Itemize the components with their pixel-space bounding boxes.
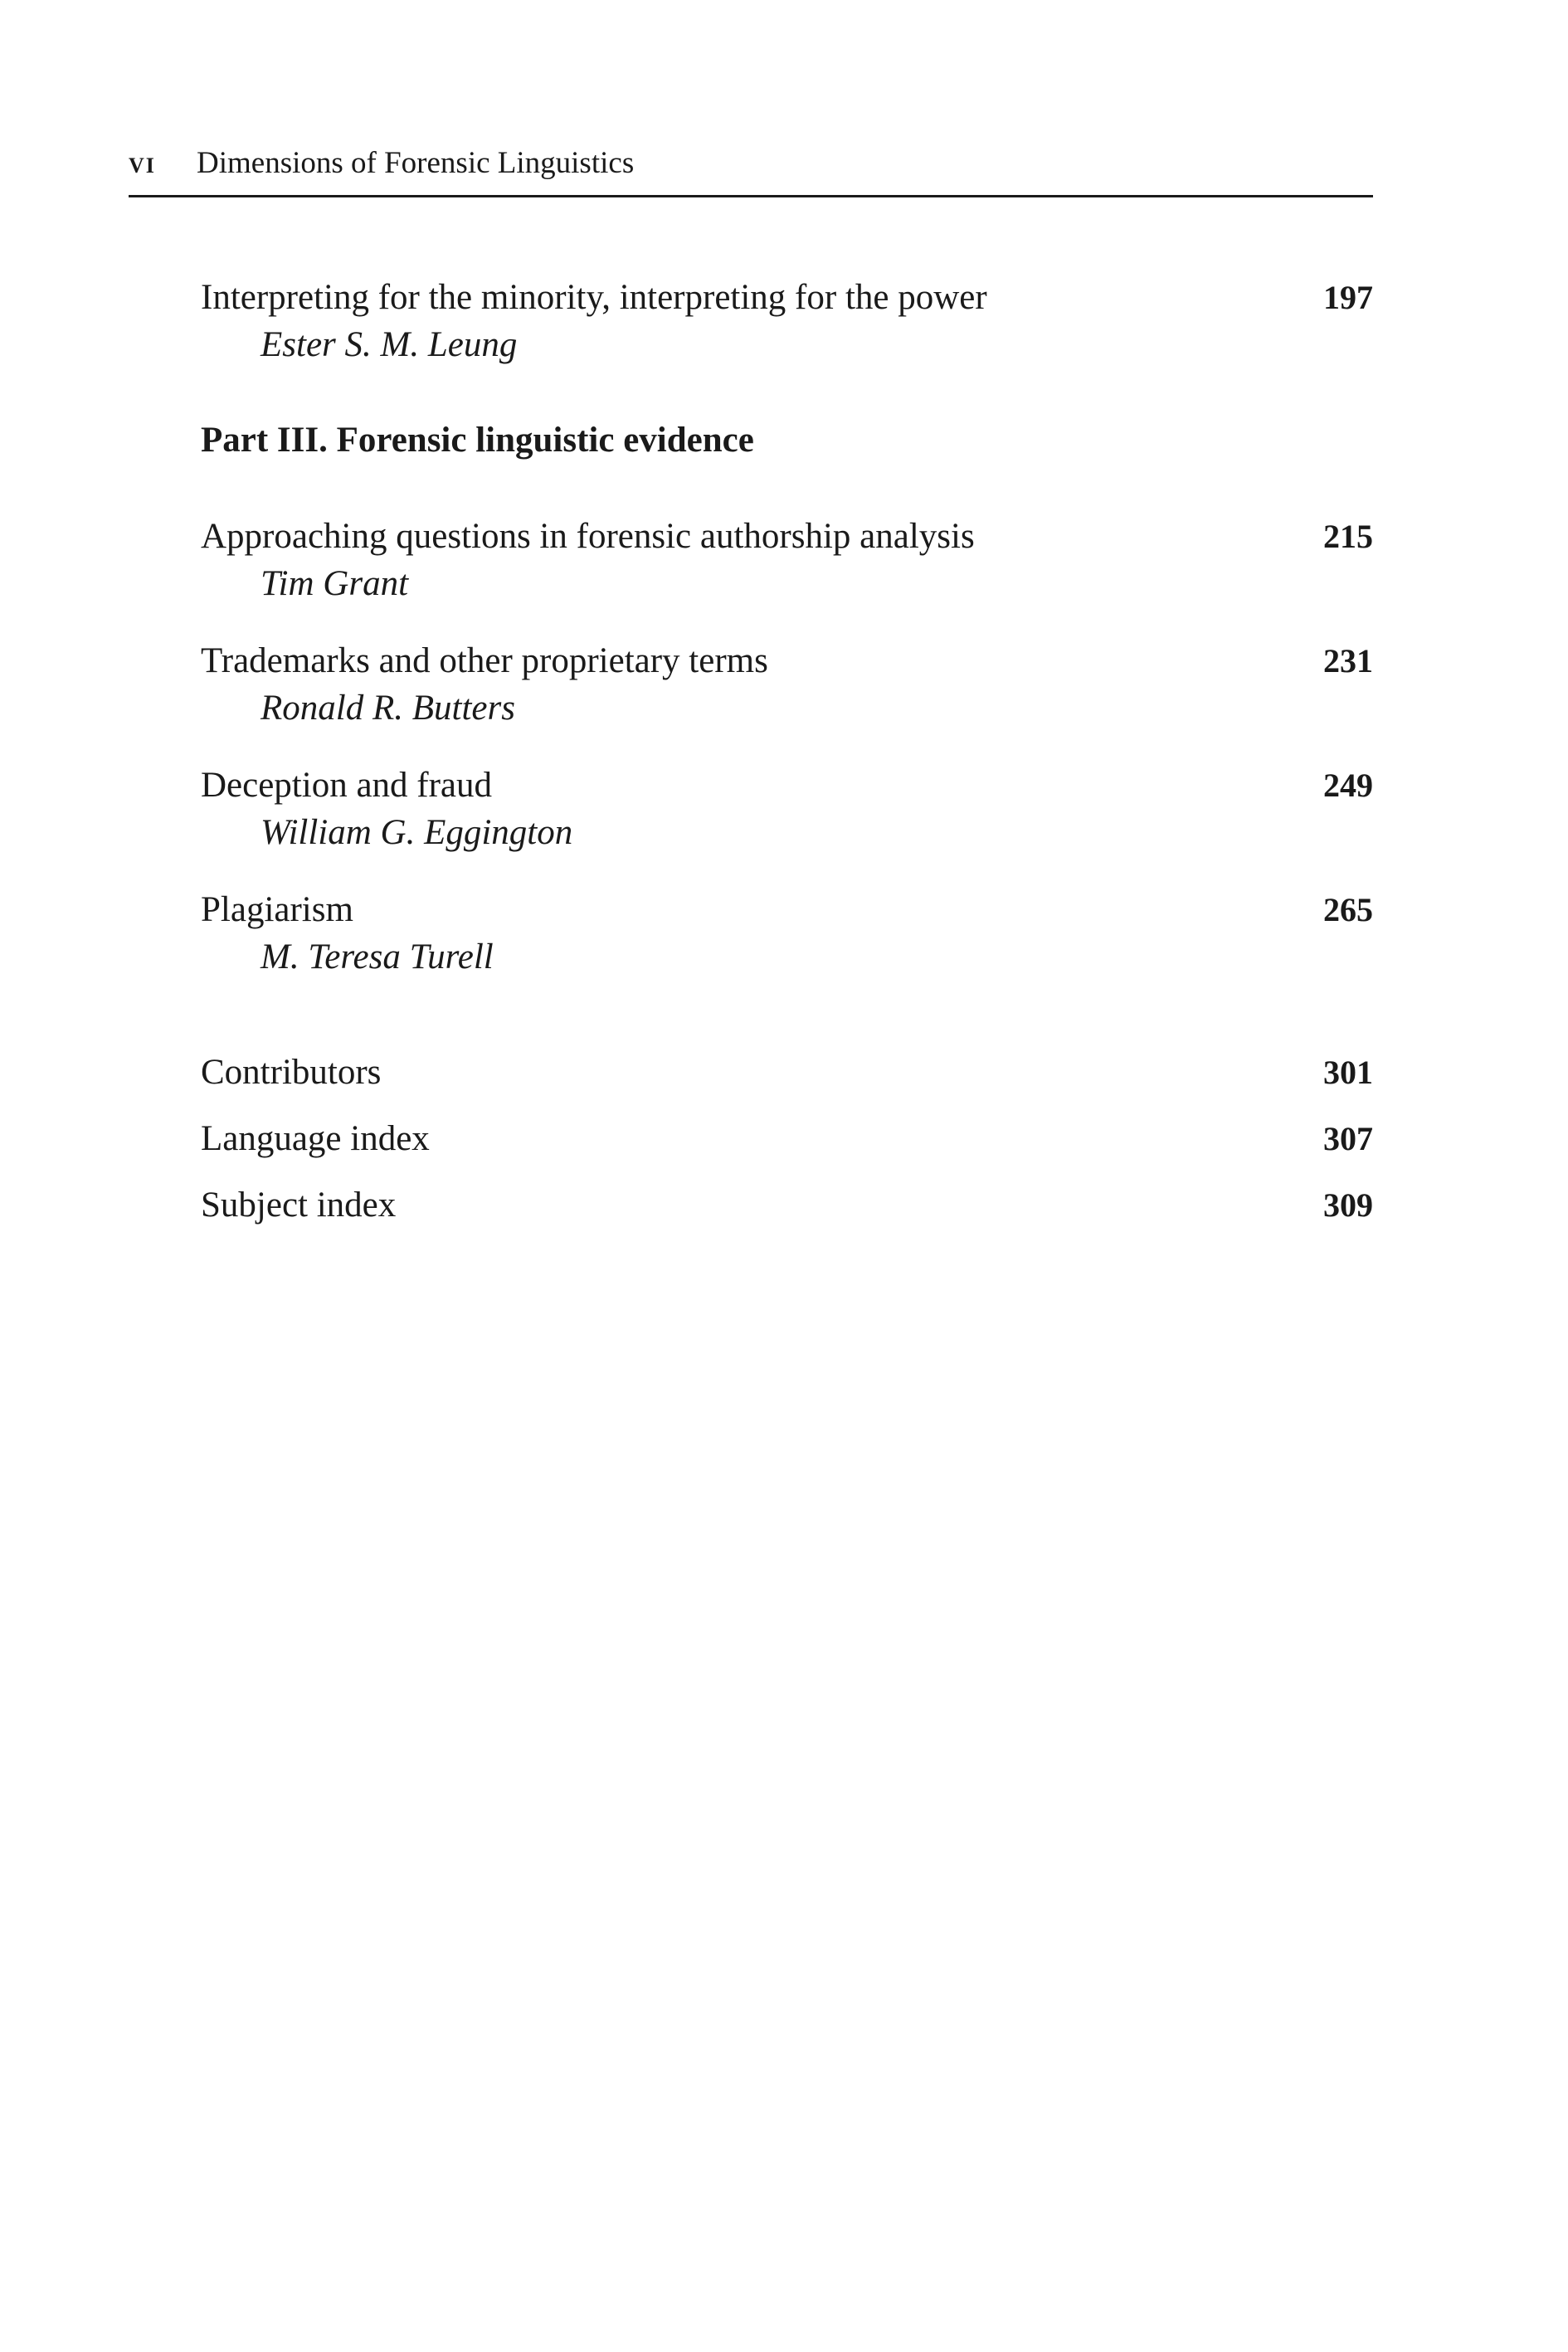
backmatter-title: Language index: [201, 1119, 430, 1158]
chapter-title: Plagiarism: [201, 890, 353, 929]
toc-entry: [201, 1181, 1373, 1230]
page-number: 231: [1323, 642, 1373, 679]
toc-entry: [201, 762, 1373, 856]
page-number: 197: [1323, 279, 1373, 316]
page-number: 307: [1323, 1120, 1373, 1157]
chapter-author: M. Teresa Turell: [261, 937, 494, 976]
toc-entry: [201, 1115, 1373, 1163]
page-number: 301: [1323, 1054, 1373, 1091]
chapter-title: Approaching questions in forensic authorship analysis: [201, 517, 975, 556]
chapter-title: Trademarks and other proprietary terms: [201, 641, 768, 680]
chapter-title: Interpreting for the minority, interpreting for the power: [201, 278, 987, 317]
table-of-contents: [201, 274, 1373, 1248]
chapter-author: Ronald R. Butters: [261, 689, 515, 728]
chapter-title: Deception and fraud: [201, 766, 493, 805]
toc-entry: [201, 886, 1373, 981]
chapter-author: William G. Eggington: [261, 813, 573, 852]
page-folio: vi: [129, 146, 156, 180]
toc-entry: [201, 274, 1373, 368]
toc-entry: [201, 1049, 1373, 1097]
page-number: 265: [1323, 891, 1373, 928]
chapter-author: Ester S. M. Leung: [261, 325, 518, 364]
running-head: [129, 139, 1373, 197]
chapter-author: Tim Grant: [261, 564, 409, 603]
book-title: Dimensions of Forensic Linguistics: [197, 146, 635, 180]
toc-entry: [201, 513, 1373, 607]
backmatter-title: Contributors: [201, 1053, 382, 1092]
page-number: 309: [1323, 1186, 1373, 1224]
toc-entry: [201, 637, 1373, 732]
page-number: 249: [1323, 767, 1373, 804]
backmatter-title: Subject index: [201, 1186, 397, 1225]
backmatter-list: [201, 1049, 1373, 1230]
page-number: 215: [1323, 518, 1373, 555]
part-heading: Part III. Forensic linguistic evidence: [201, 421, 754, 460]
